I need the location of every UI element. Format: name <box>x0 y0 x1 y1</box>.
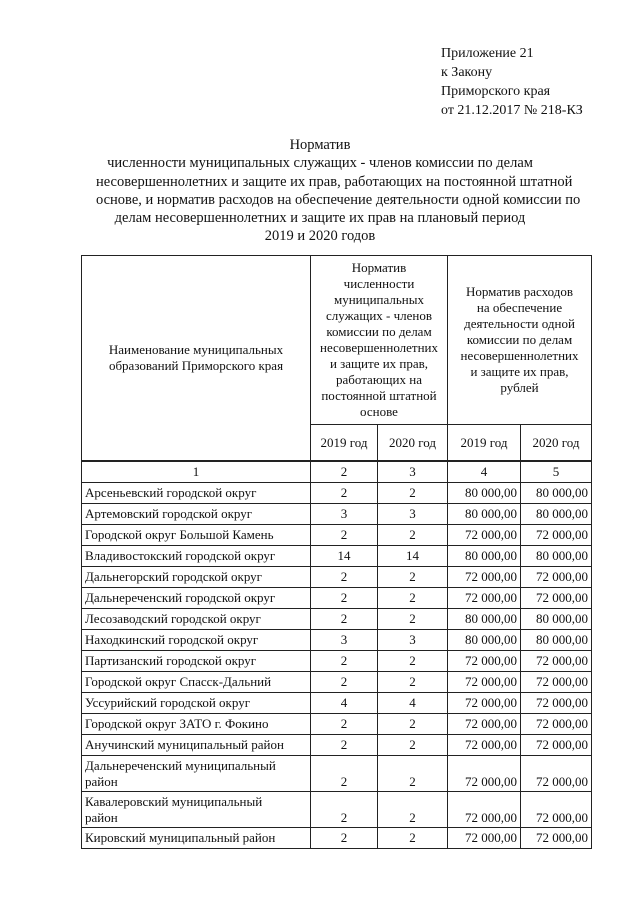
staff-2019-cell: 2 <box>311 672 378 693</box>
table-row <box>82 567 592 588</box>
staff-2019-cell: 2 <box>311 651 378 672</box>
municipality-name <box>82 609 311 630</box>
expense-2020-cell: 80 000,00 <box>521 504 592 525</box>
table-row <box>82 672 592 693</box>
expense-2019-cell: 80 000,00 <box>448 630 521 651</box>
expense-2019-cell: 72 000,00 <box>448 525 521 546</box>
expense-2020-cell: 80 000,00 <box>521 546 592 567</box>
expense-2019-cell: 72 000,00 <box>448 651 521 672</box>
municipality-name-line: Владивостокский городской округ <box>85 548 276 563</box>
expense-2019-cell: 80 000,00 <box>448 504 521 525</box>
staff-2019-cell: 2 <box>311 714 378 735</box>
municipality-name-line: Анучинский муниципальный район <box>85 737 284 752</box>
expense-2020-cell: 72 000,00 <box>521 567 592 588</box>
table-row <box>82 828 592 849</box>
municipality-name <box>82 630 311 651</box>
municipality-name-line: Городской округ Большой Камень <box>85 527 274 542</box>
municipality-name <box>82 735 311 756</box>
column-number: 2 <box>311 461 378 483</box>
expense-2019-cell: 72 000,00 <box>448 792 521 828</box>
staff-2019-cell: 4 <box>311 693 378 714</box>
table-row <box>82 504 592 525</box>
expense-2020-cell: 72 000,00 <box>521 525 592 546</box>
staff-2019-cell: 2 <box>311 567 378 588</box>
staff-2019-cell: 2 <box>311 828 378 849</box>
staff-2019-cell: 3 <box>311 504 378 525</box>
header-year: 2019 год <box>448 425 521 462</box>
header-expense-normative: Норматив расходов на обеспечение деятельности одной комиссии по делам несовершеннолетних и защите их прав, рублей <box>448 256 592 425</box>
expense-2020-cell: 80 000,00 <box>521 630 592 651</box>
title-line: несовершеннолетних и защите их прав, работающих на постоянной штатной <box>96 173 573 190</box>
expense-2020-cell: 72 000,00 <box>521 651 592 672</box>
staff-2020-cell: 2 <box>378 651 448 672</box>
table-row <box>82 714 592 735</box>
title-line: 2019 и 2020 годов <box>264 228 376 245</box>
title-line: основе, и норматив расходов на обеспечение деятельности одной комиссии по <box>96 191 581 208</box>
table-row <box>82 792 592 828</box>
table-row <box>82 609 592 630</box>
municipality-name <box>82 693 311 714</box>
appendix-line: от 21.12.2017 № 218-КЗ <box>441 103 583 118</box>
column-number: 4 <box>448 461 521 483</box>
municipality-name-line: Партизанский городской округ <box>85 653 257 668</box>
municipality-name-line: Городской округ Спасск-Дальний <box>85 674 272 689</box>
staff-2020-cell: 2 <box>378 588 448 609</box>
staff-2020-cell: 2 <box>378 672 448 693</box>
appendix-line: Приложение 21 <box>441 46 534 61</box>
municipality-name <box>82 792 311 828</box>
municipality-name-line: Дальнереченский муниципальный <box>85 757 276 773</box>
expense-2020-cell: 72 000,00 <box>521 714 592 735</box>
document-title <box>96 136 581 246</box>
expense-2020-cell: 72 000,00 <box>521 735 592 756</box>
municipality-name-line: Дальнегорский городской округ <box>85 569 263 584</box>
column-number: 5 <box>521 461 592 483</box>
expense-2019-cell: 72 000,00 <box>448 672 521 693</box>
municipality-name <box>82 828 311 849</box>
column-number: 3 <box>378 461 448 483</box>
municipality-name <box>82 651 311 672</box>
staff-2019-cell: 2 <box>311 588 378 609</box>
staff-2019-cell: 2 <box>311 756 378 792</box>
staff-2020-cell: 2 <box>378 567 448 588</box>
header-year: 2019 год <box>311 425 378 462</box>
expense-2019-cell: 72 000,00 <box>448 714 521 735</box>
expense-2020-cell: 72 000,00 <box>521 792 592 828</box>
staff-2020-cell: 2 <box>378 714 448 735</box>
expense-2019-cell: 72 000,00 <box>448 756 521 792</box>
staff-2019-cell: 2 <box>311 483 378 504</box>
expense-2019-cell: 72 000,00 <box>448 567 521 588</box>
municipality-name-line: Артемовский городской округ <box>85 506 253 521</box>
municipality-name-line: район <box>85 773 118 789</box>
expense-2019-cell: 80 000,00 <box>448 483 521 504</box>
municipality-name <box>82 483 311 504</box>
municipality-name-line: Дальнереченский городской округ <box>85 590 276 605</box>
staff-2020-cell: 3 <box>378 630 448 651</box>
municipality-name <box>82 672 311 693</box>
municipality-name-line: Находкинский городской округ <box>85 632 259 647</box>
appendix-block <box>441 44 583 120</box>
expense-2020-cell: 72 000,00 <box>521 693 592 714</box>
expense-2019-cell: 72 000,00 <box>448 693 521 714</box>
table-row <box>82 630 592 651</box>
staff-2020-cell: 2 <box>378 792 448 828</box>
expense-2019-cell: 72 000,00 <box>448 828 521 849</box>
staff-2020-cell: 2 <box>378 735 448 756</box>
municipality-name-line: Лесозаводский городской округ <box>85 611 261 626</box>
table-row <box>82 483 592 504</box>
header-year: 2020 год <box>521 425 592 462</box>
staff-2019-cell: 3 <box>311 630 378 651</box>
expense-2020-cell: 72 000,00 <box>521 756 592 792</box>
header-municipality: Наименование муниципальных образований Приморского края <box>82 256 311 462</box>
expense-2020-cell: 80 000,00 <box>521 609 592 630</box>
municipality-name-line: Арсеньевский городской округ <box>85 485 257 500</box>
expense-2019-cell: 72 000,00 <box>448 588 521 609</box>
staff-2019-cell: 2 <box>311 735 378 756</box>
staff-2020-cell: 2 <box>378 525 448 546</box>
municipality-name-line: Кировский муниципальный район <box>85 830 276 845</box>
expense-2020-cell: 80 000,00 <box>521 483 592 504</box>
municipality-name-line: Городской округ ЗАТО г. Фокино <box>85 716 269 731</box>
municipality-name <box>82 525 311 546</box>
municipality-name-line: Кавалеровский муниципальный <box>85 793 263 809</box>
header-staff-normative: Норматив численности муниципальных служащих - членов комиссии по делам несовершеннолетних и защите их прав, работающих на постоянной штатной основе <box>311 256 448 425</box>
expense-2020-cell: 72 000,00 <box>521 828 592 849</box>
municipality-name <box>82 588 311 609</box>
table-row <box>82 756 592 792</box>
appendix-line: Приморского края <box>441 84 551 99</box>
expense-2020-cell: 72 000,00 <box>521 588 592 609</box>
municipality-name <box>82 546 311 567</box>
title-line: Норматив <box>289 137 351 153</box>
normative-table <box>81 255 592 849</box>
municipality-name-line: Уссурийский городской округ <box>85 695 251 710</box>
staff-2019-cell: 2 <box>311 792 378 828</box>
table-row <box>82 546 592 567</box>
staff-2020-cell: 14 <box>378 546 448 567</box>
appendix-line: к Закону <box>441 65 493 80</box>
expense-2019-cell: 72 000,00 <box>448 735 521 756</box>
title-line: численности муниципальных служащих - членов комиссии по делам <box>107 155 533 172</box>
expense-2019-cell: 80 000,00 <box>448 546 521 567</box>
table-row <box>82 588 592 609</box>
municipality-name <box>82 756 311 792</box>
table-row <box>82 525 592 546</box>
staff-2019-cell: 2 <box>311 525 378 546</box>
staff-2019-cell: 2 <box>311 609 378 630</box>
staff-2020-cell: 2 <box>378 756 448 792</box>
table-row <box>82 651 592 672</box>
staff-2020-cell: 2 <box>378 483 448 504</box>
staff-2020-cell: 3 <box>378 504 448 525</box>
table-row <box>82 693 592 714</box>
municipality-name-line: район <box>85 809 118 825</box>
header-year: 2020 год <box>378 425 448 462</box>
municipality-name <box>82 567 311 588</box>
staff-2020-cell: 2 <box>378 609 448 630</box>
table-row <box>82 735 592 756</box>
column-number: 1 <box>82 461 311 483</box>
staff-2019-cell: 14 <box>311 546 378 567</box>
municipality-name <box>82 714 311 735</box>
title-line: делам несовершеннолетних и защите их прав на плановый период <box>114 210 526 227</box>
expense-2019-cell: 80 000,00 <box>448 609 521 630</box>
staff-2020-cell: 4 <box>378 693 448 714</box>
staff-2020-cell: 2 <box>378 828 448 849</box>
municipality-name <box>82 504 311 525</box>
expense-2020-cell: 72 000,00 <box>521 672 592 693</box>
